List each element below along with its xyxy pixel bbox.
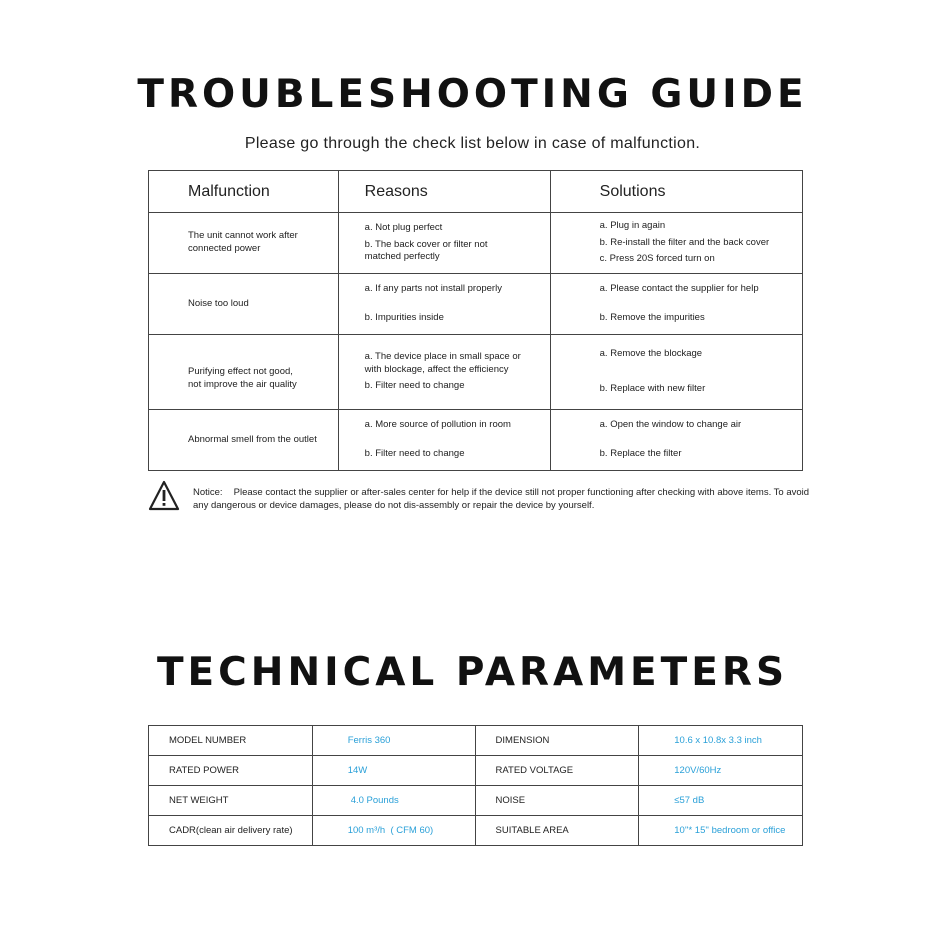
notice-label: Notice: [193, 487, 223, 498]
param-key: NET WEIGHT [149, 786, 313, 816]
malfunction-cell [149, 335, 339, 410]
malfunction-line: Noise too loud [188, 297, 249, 309]
troubleshooting-title: TROUBLESHOOTING GUIDE [137, 72, 808, 117]
param-value: 10''* 15'' bedroom or office [639, 816, 803, 846]
malfunction-cell [149, 274, 339, 335]
solutions-cell [550, 274, 802, 335]
malfunction-cell [149, 410, 339, 471]
param-key: DIMENSION [475, 726, 639, 756]
param-key: CADR(clean air delivery rate) [149, 816, 313, 846]
header-solutions: Solutions [550, 171, 802, 213]
solution-item: a. Please contact the supplier for help [599, 283, 759, 295]
malfunction-line: The unit cannot work after [188, 230, 298, 242]
malfunction-line: connected power [188, 243, 261, 254]
param-value: ≤57 dB [639, 786, 803, 816]
reasons-cell [338, 213, 550, 274]
table-row [149, 410, 803, 471]
solution-item: b. Re-install the filter and the back cover [599, 236, 770, 248]
troubleshooting-subtitle: Please go through the check list below in case of malfunction. [244, 135, 701, 152]
param-value: 100 m³/h ( CFM 60) [312, 816, 475, 846]
param-key: RATED POWER [149, 756, 313, 786]
notice-body: Please contact the supplier or after-sales center for help if the device still not proper functioning after checking with above items. To avoid any dangerous or device damages, please do not dis-assembly or repair the device by yourself. [193, 487, 810, 511]
solution-item: b. Replace the filter [599, 448, 682, 459]
solutions-cell [550, 335, 802, 410]
solutions-cell [550, 410, 802, 471]
solution-item: a. Remove the blockage [599, 348, 703, 360]
reason-item: a. More source of pollution in room [364, 419, 511, 431]
technical-parameters-title: TECHNICAL PARAMETERS [156, 650, 789, 695]
malfunction-line: Purifying effect not good, [188, 366, 293, 378]
reason-item: a. If any parts not install properly [364, 283, 502, 295]
notice-text [193, 487, 813, 513]
param-key: RATED VOLTAGE [475, 756, 639, 786]
solutions-cell [550, 213, 802, 274]
reason-item: b. The back cover or filter not matched perfectly [364, 238, 488, 263]
param-value: 4.0 Pounds [312, 786, 475, 816]
table-row [149, 726, 803, 756]
reasons-cell [338, 335, 550, 410]
malfunction-cell [149, 213, 339, 274]
reason-item: b. Impurities inside [364, 312, 444, 323]
reason-item: a. The device place in small space or with blockage, affect the efficiency [364, 350, 521, 375]
param-key: NOISE [475, 786, 639, 816]
param-value: Ferris 360 [312, 726, 475, 756]
table-header-row [149, 171, 803, 213]
param-key: MODEL NUMBER [149, 726, 313, 756]
technical-parameters-table [148, 725, 803, 846]
solution-item: b. Remove the impurities [599, 312, 705, 323]
table-row [149, 756, 803, 786]
malfunction-line: Abnormal smell from the outlet [188, 433, 317, 445]
header-reasons: Reasons [338, 171, 550, 213]
malfunction-line: not improve the air quality [188, 379, 297, 390]
reason-item: a. Not plug perfect [364, 221, 443, 233]
reasons-cell [338, 410, 550, 471]
header-malfunction: Malfunction [149, 171, 339, 213]
reason-item: b. Filter need to change [364, 380, 465, 392]
table-row [149, 213, 803, 274]
param-key: SUITABLE AREA [475, 816, 639, 846]
solution-item: c. Press 20S forced turn on [599, 253, 715, 265]
param-value: 14W [312, 756, 475, 786]
solution-item: b. Replace with new filter [599, 383, 706, 394]
param-value: 120V/60Hz [639, 756, 803, 786]
table-row [149, 335, 803, 410]
troubleshooting-table [148, 170, 803, 471]
warning-triangle-icon [148, 480, 180, 512]
solution-item: a. Open the window to change air [599, 419, 742, 431]
reasons-cell [338, 274, 550, 335]
table-row [149, 786, 803, 816]
table-row [149, 274, 803, 335]
param-value: 10.6 x 10.8x 3.3 inch [639, 726, 803, 756]
reason-item: b. Filter need to change [364, 448, 465, 459]
solution-item: a. Plug in again [599, 219, 666, 231]
table-row [149, 816, 803, 846]
